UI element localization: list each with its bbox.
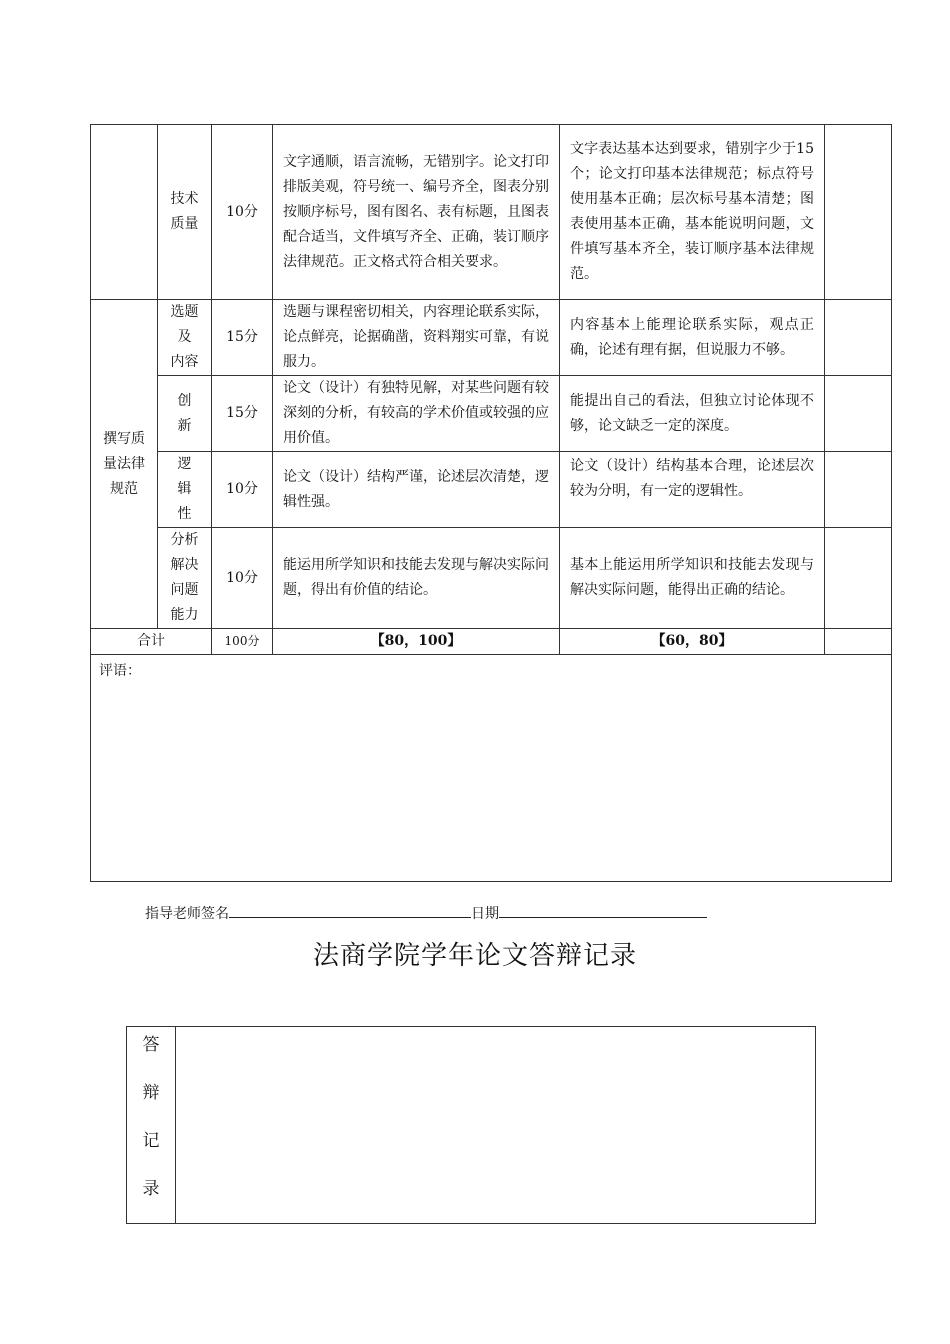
pass-criteria: 基本上能运用所学知识和技能去发现与解决实际问题，能得出正确的结论。 bbox=[560, 528, 825, 629]
comment-label: 评语： bbox=[99, 663, 141, 679]
date-label: 日期 bbox=[471, 906, 499, 922]
score-entry-cell[interactable] bbox=[825, 376, 892, 452]
table-row bbox=[91, 528, 892, 629]
excellent-criteria: 文字通顺，语言流畅，无错别字。论文打印排版美观，符号统一、编号齐全，图表分别按顺序标号，图有图名、表有标题，且图表配合适当，文件填写齐全、正确，装订顺序法律规范。正文格式符合相关要求。 bbox=[273, 125, 560, 300]
signature-line bbox=[145, 903, 707, 923]
total-row bbox=[91, 629, 892, 655]
score-entry-cell[interactable] bbox=[825, 125, 892, 300]
excellent-criteria: 能运用所学知识和技能去发现与解决实际问题，得出有价值的结论。 bbox=[273, 528, 560, 629]
score-cell: 10分 bbox=[212, 125, 273, 300]
total-entry-cell[interactable] bbox=[825, 629, 892, 655]
score-cell: 15分 bbox=[212, 376, 273, 452]
pass-criteria: 能提出自己的看法，但独立讨论体现不够，论文缺乏一定的深度。 bbox=[560, 376, 825, 452]
table-row bbox=[91, 452, 892, 528]
table-row bbox=[91, 125, 892, 300]
total-label: 合计 bbox=[91, 629, 212, 655]
comment-row bbox=[91, 655, 892, 882]
pass-criteria: 论文（设计）结构基本合理，论述层次较为分明，有一定的逻辑性。 bbox=[560, 452, 825, 528]
score-entry-cell[interactable] bbox=[825, 452, 892, 528]
table-row bbox=[91, 300, 892, 376]
item-analysis-ability: 分析 解决 问题 能力 bbox=[158, 528, 212, 629]
advisor-signature-field[interactable] bbox=[229, 903, 471, 918]
grading-table bbox=[90, 124, 892, 882]
excellent-criteria: 选题与课程密切相关，内容理论联系实际，论点鲜亮，论据确凿，资料翔实可靠，有说服力。 bbox=[273, 300, 560, 376]
defense-record-area[interactable] bbox=[176, 1027, 816, 1224]
score-cell: 10分 bbox=[212, 452, 273, 528]
item-logic: 逻 辑 性 bbox=[158, 452, 212, 528]
pass-criteria: 内容基本上能理论联系实际，观点正确，论述有理有据，但说服力不够。 bbox=[560, 300, 825, 376]
defense-record-label: 答 辩 记 录 bbox=[127, 1027, 176, 1224]
score-entry-cell[interactable] bbox=[825, 528, 892, 629]
score-entry-cell[interactable] bbox=[825, 300, 892, 376]
pass-range: 【60，80】 bbox=[560, 629, 825, 655]
total-score: 100分 bbox=[212, 629, 273, 655]
excellent-range: 【80，100】 bbox=[273, 629, 560, 655]
page-title: 法商学院学年论文答辩记录 bbox=[312, 941, 637, 971]
item-innovation: 创 新 bbox=[158, 376, 212, 452]
group-label-writing-quality: 撰写质 量法律 规范 bbox=[91, 300, 158, 629]
table-row bbox=[91, 376, 892, 452]
comment-area[interactable] bbox=[91, 655, 892, 882]
advisor-signature-label: 指导老师签名 bbox=[145, 906, 229, 922]
group-cell-empty bbox=[91, 125, 158, 300]
defense-record-table bbox=[126, 1026, 816, 1224]
excellent-criteria: 论文（设计）有独特见解，对某些问题有较深刻的分析，有较高的学术价值或较强的应用价值。 bbox=[273, 376, 560, 452]
score-cell: 10分 bbox=[212, 528, 273, 629]
item-technical-quality: 技术 质量 bbox=[158, 125, 212, 300]
score-cell: 15分 bbox=[212, 300, 273, 376]
pass-criteria: 文字表达基本达到要求，错别字少于15个；论文打印基本法律规范；标点符号使用基本正确；层次标号基本清楚；图表使用基本正确，基本能说明问题，文件填写基本齐全，装订顺序基本法律规范。 bbox=[560, 125, 825, 300]
date-field[interactable] bbox=[499, 903, 707, 918]
item-topic-content: 选题 及 内容 bbox=[158, 300, 212, 376]
excellent-criteria: 论文（设计）结构严谨，论述层次清楚，逻辑性强。 bbox=[273, 452, 560, 528]
